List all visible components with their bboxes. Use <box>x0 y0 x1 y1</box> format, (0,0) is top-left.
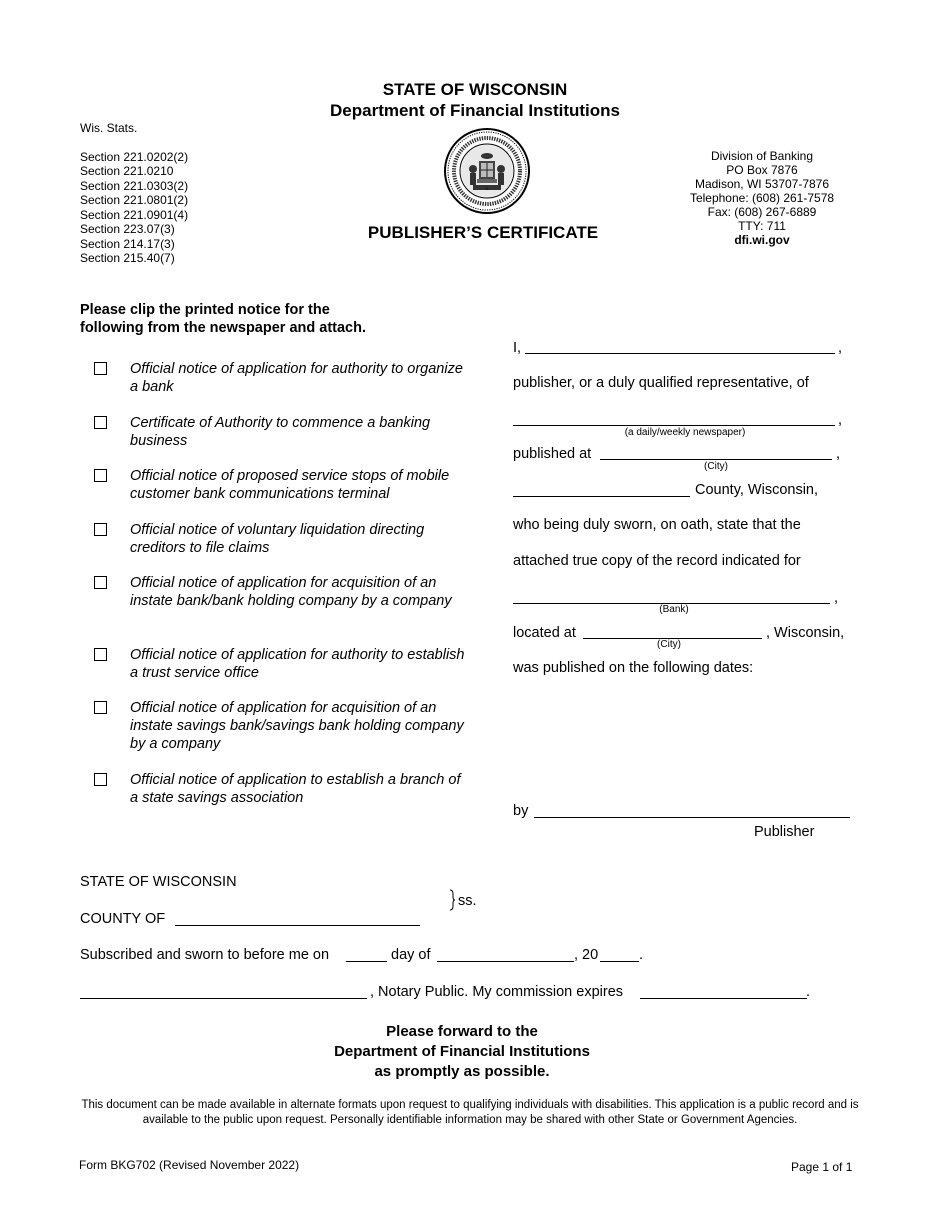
day-of-text: day of <box>391 947 431 963</box>
period: . <box>639 947 644 963</box>
comma: , <box>838 412 843 428</box>
commission-expiry-field[interactable] <box>640 998 807 999</box>
sworn-text: who being duly sworn, on oath, state that the <box>513 517 801 533</box>
statute-section: Section 223.07(3) <box>80 222 175 236</box>
ss-label: ss. <box>458 893 477 909</box>
forward-instructions: Please forward to the Department of Financial Institutions as promptly as possible. <box>334 1023 590 1080</box>
published-dates-text: was published on the following dates: <box>513 660 754 676</box>
checkbox[interactable] <box>94 523 107 536</box>
checkbox[interactable] <box>94 576 107 589</box>
subscribed-text: Subscribed and sworn to before me on <box>80 947 330 963</box>
notary-text: , Notary Public. My commission expires <box>370 984 624 1000</box>
publisher-label: Publisher <box>754 824 815 840</box>
day-field[interactable] <box>346 961 387 962</box>
published-city-field[interactable] <box>600 459 832 460</box>
county-label: COUNTY OF <box>80 911 166 927</box>
telephone: Telephone: (608) 261-7578 <box>689 191 835 205</box>
by-label: by <box>513 803 529 819</box>
option-label: Official notice of application for acquisition of an instate savings bank/savings bank holding company by a company <box>130 700 464 752</box>
option-label: Official notice of application to establish a branch of a state savings association <box>130 772 461 806</box>
notary-county-field[interactable] <box>175 925 420 926</box>
option-label: Official notice of application for acquisition of an instate bank/bank holding company by a company <box>130 575 452 609</box>
form-id: Form BKG702 (Revised November 2022) <box>79 1158 300 1172</box>
po-box: PO Box 7876 <box>726 163 798 177</box>
checkbox[interactable] <box>94 362 107 375</box>
department-name: Department of Financial Institutions <box>330 101 620 120</box>
bank-caption: (Bank) <box>659 604 689 615</box>
statutes-list <box>80 121 188 266</box>
city-caption: (City) <box>657 639 681 650</box>
year-field[interactable] <box>600 961 639 962</box>
publisher-rep-text: publisher, or a duly qualified representative, of <box>513 375 809 391</box>
county-suffix: County, Wisconsin, <box>695 482 819 498</box>
checkbox[interactable] <box>94 416 107 429</box>
name-field[interactable] <box>525 353 835 354</box>
checkbox[interactable] <box>94 469 107 482</box>
statute-section: Section 221.0901(4) <box>80 207 189 222</box>
statute-section: Section 221.0303(2) <box>80 178 189 193</box>
statute-section: Section 221.0202(2) <box>80 149 189 164</box>
checkbox[interactable] <box>94 773 107 786</box>
tty: TTY: 711 <box>738 219 786 233</box>
state-seal-icon <box>443 127 531 215</box>
option-label: Official notice of voluntary liquidation directing creditors to file claims <box>130 522 425 556</box>
comma: , <box>836 446 841 462</box>
period: . <box>806 984 811 1000</box>
comma: , <box>834 590 839 606</box>
checkbox[interactable] <box>94 648 107 661</box>
option-label: Official notice of application for authority to organize a bank <box>130 361 463 395</box>
published-at-label: published at <box>513 446 592 462</box>
fax: Fax: (608) 267-6889 <box>707 205 817 219</box>
page-number: Page 1 of 1 <box>791 1160 853 1174</box>
option-label: Certificate of Authority to commence a banking business <box>130 415 431 449</box>
option-label: Official notice of application for authority to establish a trust service office <box>130 647 465 681</box>
clip-instructions: Please clip the printed notice for the following from the newspaper and attach. <box>80 302 366 336</box>
city-address: Madison, WI 53707-7876 <box>694 177 830 191</box>
located-at-label: located at <box>513 625 576 641</box>
publisher-signature-field[interactable] <box>534 817 850 818</box>
page-title: STATE OF WISCONSIN <box>382 80 568 99</box>
newspaper-field[interactable] <box>513 425 835 426</box>
newspaper-caption: (a daily/weekly newspaper) <box>624 427 746 438</box>
division-name: Division of Banking <box>710 149 814 163</box>
disclaimer: This document can be made available in alternate formats upon request to qualifying individuals with disabilities. This application is a public record and is available to the public upon request. Personally identifiable information may be shared with other State or Government Agencies. <box>81 1099 859 1126</box>
form-title: PUBLISHER’S CERTIFICATE <box>367 223 599 242</box>
comma: , <box>838 340 843 356</box>
notary-state: STATE OF WISCONSIN <box>80 874 237 890</box>
attached-text: attached true copy of the record indicated for <box>513 553 801 569</box>
statute-section: Section 214.17(3) <box>80 236 175 251</box>
statute-section: Section 221.0210 <box>80 164 174 178</box>
statute-section: Section 221.0801(2) <box>80 193 189 207</box>
option-label: Official notice of proposed service stops of mobile customer bank communications terminal <box>130 468 450 502</box>
county-field[interactable] <box>513 496 690 497</box>
located-suffix: , Wisconsin, <box>766 625 845 641</box>
statute-section: Section 215.40(7) <box>80 251 175 265</box>
year-prefix: , 20 <box>574 947 599 963</box>
month-field[interactable] <box>437 961 574 962</box>
checkbox[interactable] <box>94 701 107 714</box>
website-link[interactable]: dfi.wi.gov <box>734 233 790 247</box>
statutes-label: Wis. Stats. <box>80 121 138 135</box>
brace-icon <box>448 889 456 911</box>
city-caption: (City) <box>704 461 728 472</box>
i-label: I, <box>513 340 522 356</box>
notary-signature-field[interactable] <box>80 998 367 999</box>
